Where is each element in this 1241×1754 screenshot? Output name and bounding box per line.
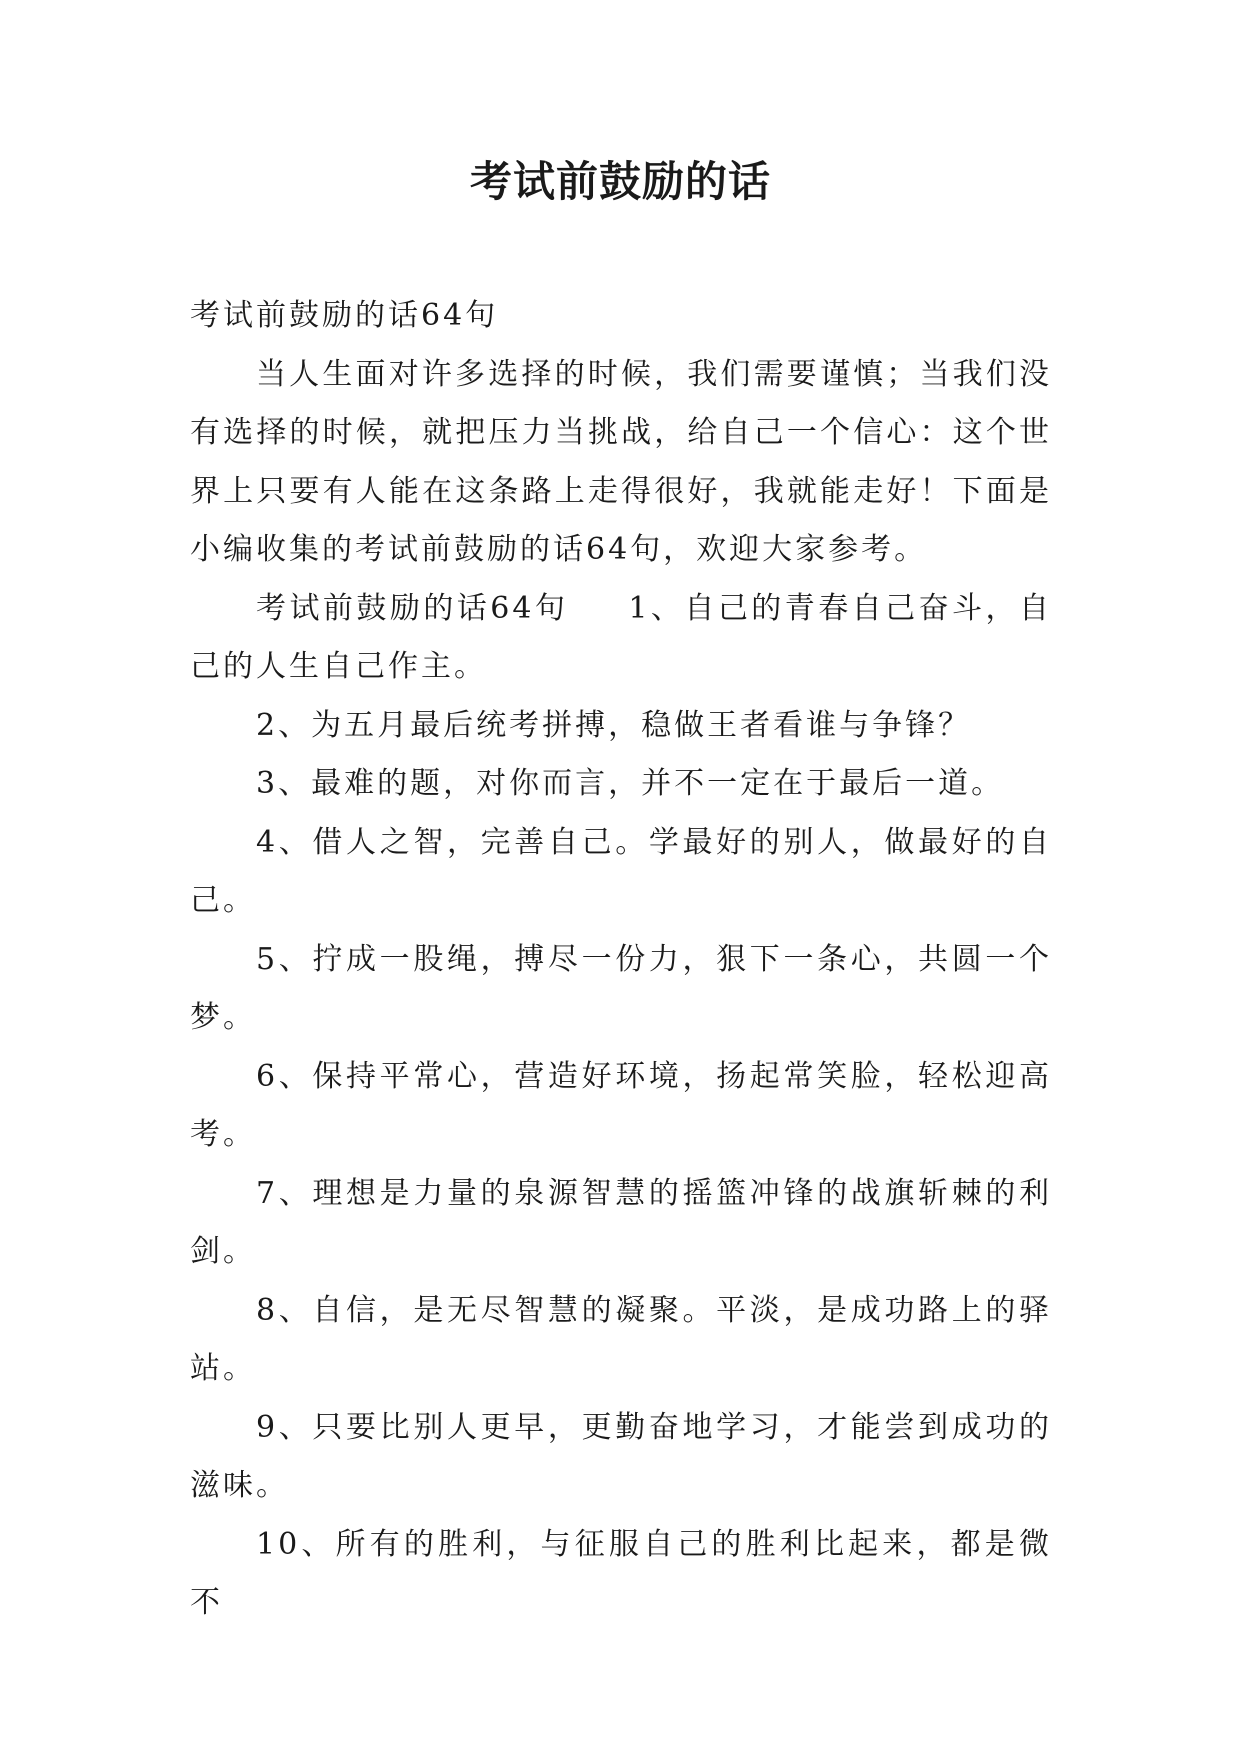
- list-item-9: 9、只要比别人更早，更勤奋地学习，才能尝到成功的滋味。: [190, 1409, 1052, 1503]
- document-title: 考试前鼓励的话: [469, 157, 771, 206]
- intro-paragraph: 当人生面对许多选择的时候，我们需要谨慎；当我们没有选择的时候，就把压力当挑战，给自己一个信心：这个世界上只要有人能在这条路上走得很好，我就能走好！下面是小编收集的考试前鼓励的话64句，欢迎大家参考。: [190, 356, 1052, 567]
- document-subtitle: 考试前鼓励的话64句: [190, 298, 499, 333]
- list-item-4: 4、借人之智，完善自己。学最好的别人，做最好的自己。: [190, 824, 1052, 918]
- list-item-2: 2、为五月最后统考拼搏，稳做王者看谁与争锋？: [256, 707, 972, 743]
- list-item-7: 7、理想是力量的泉源智慧的摇篮冲锋的战旗斩棘的利剑。: [190, 1175, 1052, 1269]
- list-item-6: 6、保持平常心，营造好环境，扬起常笑脸，轻松迎高考。: [190, 1058, 1052, 1152]
- first-item-paragraph: [190, 580, 1052, 697]
- list-item-1: 1、自己的青春自己奋斗，自己的人生自己作主。: [190, 590, 1052, 684]
- list-item-5: 5、拧成一股绳，搏尽一份力，狠下一条心，共圆一个梦。: [190, 941, 1052, 1035]
- list-item-3: 3、最难的题，对你而言，并不一定在于最后一道。: [256, 766, 1005, 801]
- document-body: [190, 287, 1052, 1633]
- list-item-10: 10、所有的胜利，与征服自己的胜利比起来，都是微不: [190, 1526, 1052, 1620]
- section-heading: 考试前鼓励的话64句: [256, 590, 569, 626]
- list-item-8: 8、自信，是无尽智慧的凝聚。平淡，是成功路上的驿站。: [190, 1292, 1052, 1386]
